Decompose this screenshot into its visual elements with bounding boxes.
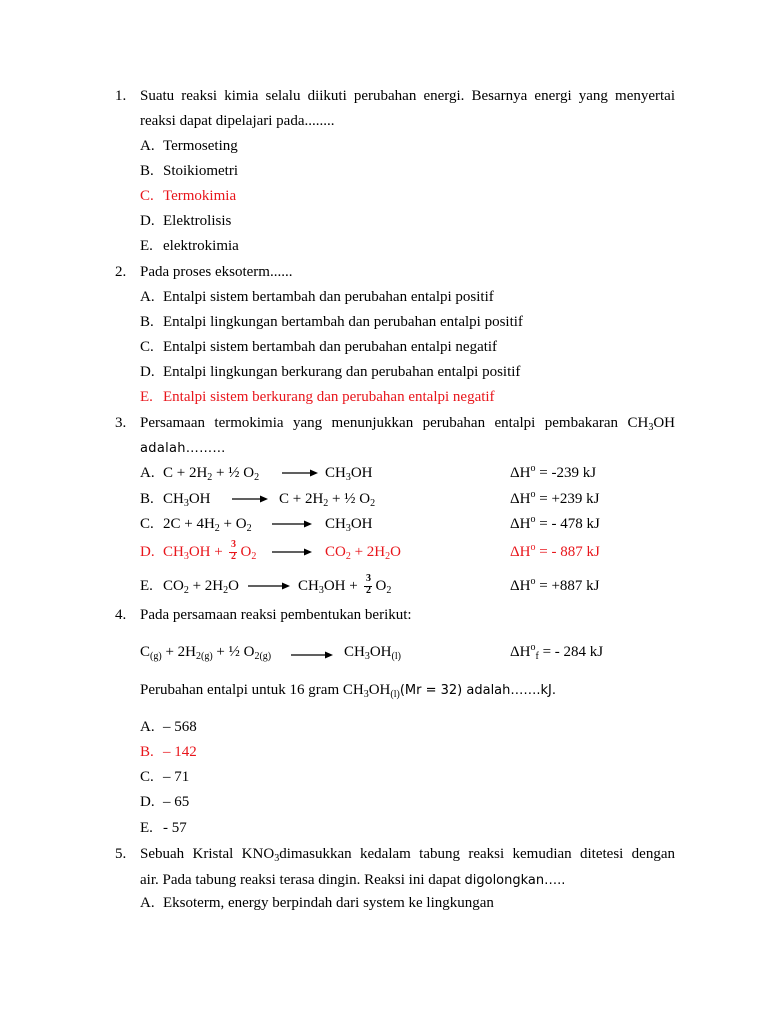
enthalpy-value: $\Delta H^o = +887$ kJ — [510, 576, 600, 594]
equation-products: $CH_3OH$ + $\frac{3}{2}$ $O_2$ — [298, 573, 392, 596]
fraction: $\frac{3}{2}$ — [230, 539, 236, 562]
equation-products: $CH_3OH$ — [325, 465, 373, 483]
question-text: Suatu reaksi kimia selalu diikuti perubahan energi. Besarnya energi yang menyertai — [140, 88, 675, 104]
correct-option-text: – 142 — [163, 744, 197, 760]
question-number: 3. — [115, 415, 127, 431]
enthalpy-value: $\Delta H^o$ = - 887 kJ — [510, 542, 600, 560]
question-text: air. Pada tabung reaksi terasa dingin. Reaksi ini dapat digolongkan….. — [140, 872, 566, 888]
option-letter: B. — [140, 744, 154, 760]
equation-reactants: $CH_3OH$ — [163, 491, 211, 509]
question-number: 1. — [115, 88, 127, 104]
option-letter: C. — [140, 769, 154, 785]
option-letter: A. — [140, 289, 155, 305]
equation-reactants: $CH_3OH$ + $\frac{3}{2}$ $O_2$ — [163, 539, 257, 562]
option-letter: E. — [140, 820, 153, 836]
reaction-arrow — [291, 649, 333, 661]
equation-products: $CO_2 + 2H_2O$ — [325, 544, 401, 562]
option-letter: D. — [140, 794, 155, 810]
option-text: elektrokimia — [163, 238, 239, 254]
option-text: Entalpi sistem bertambah dan perubahan entalpi positif — [163, 289, 494, 305]
equation-reactants: $C + 2H_2$ + ½ $O_2$ — [163, 465, 260, 483]
option-letter: A. — [140, 465, 155, 481]
option-letter: C. — [140, 188, 154, 204]
reaction-arrow — [272, 546, 312, 558]
option-text: – 71 — [163, 769, 190, 785]
option-letter: C. — [140, 339, 154, 355]
option-letter: B. — [140, 314, 154, 330]
correct-option-text: Termokimia — [163, 188, 237, 204]
equation-products: $CH_3OH$ — [325, 516, 373, 534]
question-text: Persamaan termokimia yang menunjukkan perubahan entalpi pembakaran $CH_3OH$ — [140, 415, 675, 433]
option-letter: B. — [140, 163, 154, 179]
enthalpy-value: $\Delta H^o$ = - 478 kJ — [510, 514, 600, 532]
option-text: Entalpi lingkungan bertambah dan perubahan entalpi positif — [163, 314, 523, 330]
formation-equation-reactants: $C_{(g)} + 2H_{2(g)}$ + ½ $O_{2(g)}$ — [140, 644, 272, 662]
option-letter: A. — [140, 719, 155, 735]
enthalpy-value: $\Delta H^o = -239$ kJ — [510, 463, 597, 481]
option-text: Termoseting — [163, 138, 238, 154]
equation-reactants: $2C + 4H_2 + O_2$ — [163, 516, 252, 534]
equation-reactants: $CO_2 + 2H_2O$ — [163, 578, 239, 596]
question-text: reaksi dapat dipelajari pada........ — [140, 113, 335, 129]
option-letter: C. — [140, 516, 154, 532]
question-number: 4. — [115, 607, 127, 623]
fraction: $\frac{3}{2}$ — [365, 573, 371, 596]
option-letter: E. — [140, 389, 153, 405]
reaction-arrow — [282, 467, 318, 479]
option-text: Stoikiometri — [163, 163, 238, 179]
option-letter: D. — [140, 364, 155, 380]
option-text: Elektrolisis — [163, 213, 232, 229]
option-text: - 57 — [163, 820, 187, 836]
question-text: Sebuah Kristal $KNO_3dimasukkan$ kedalam tabung reaksi kemudian ditetesi dengan — [140, 846, 675, 864]
option-letter: A. — [140, 138, 155, 154]
option-letter: E. — [140, 238, 153, 254]
question-number: 5. — [115, 846, 127, 862]
reaction-arrow — [272, 518, 312, 530]
option-text: – 65 — [163, 794, 190, 810]
reaction-arrow — [232, 493, 268, 505]
correct-option-text: Entalpi sistem berkurang dan perubahan entalpi negatif — [163, 389, 495, 405]
option-letter: B. — [140, 491, 154, 507]
question-text: Pada persamaan reaksi pembentukan berikut: — [140, 607, 412, 623]
option-text: Entalpi lingkungan berkurang dan perubahan entalpi positif — [163, 364, 521, 380]
option-letter: A. — [140, 895, 155, 911]
question-number: 2. — [115, 264, 127, 280]
formation-equation-products: $CH_3OH_{(l)}$ — [344, 644, 401, 662]
option-text: – 568 — [163, 719, 197, 735]
option-text: Eksoterm, energy berpindah dari system ke lingkungan — [163, 895, 494, 911]
option-letter: D. — [140, 544, 155, 560]
option-letter: E. — [140, 578, 153, 594]
enthalpy-value: $\Delta H^o_f$ = - 284 kJ — [510, 642, 604, 662]
question-text: adalah……… — [140, 441, 226, 456]
question-text: Perubahan entalpi untuk 16 gram $CH_3OH_{(l)}(Mr = 32)$ adalah…….kJ. — [140, 682, 557, 700]
enthalpy-value: $\Delta H^o = +239$ kJ — [510, 489, 600, 507]
question-text: Pada proses eksoterm...... — [140, 264, 293, 280]
option-letter: D. — [140, 213, 155, 229]
reaction-arrow — [248, 580, 290, 592]
option-text: Entalpi sistem bertambah dan perubahan entalpi negatif — [163, 339, 498, 355]
equation-products: $C + 2H_2$ + ½ $O_2$ — [279, 491, 376, 509]
